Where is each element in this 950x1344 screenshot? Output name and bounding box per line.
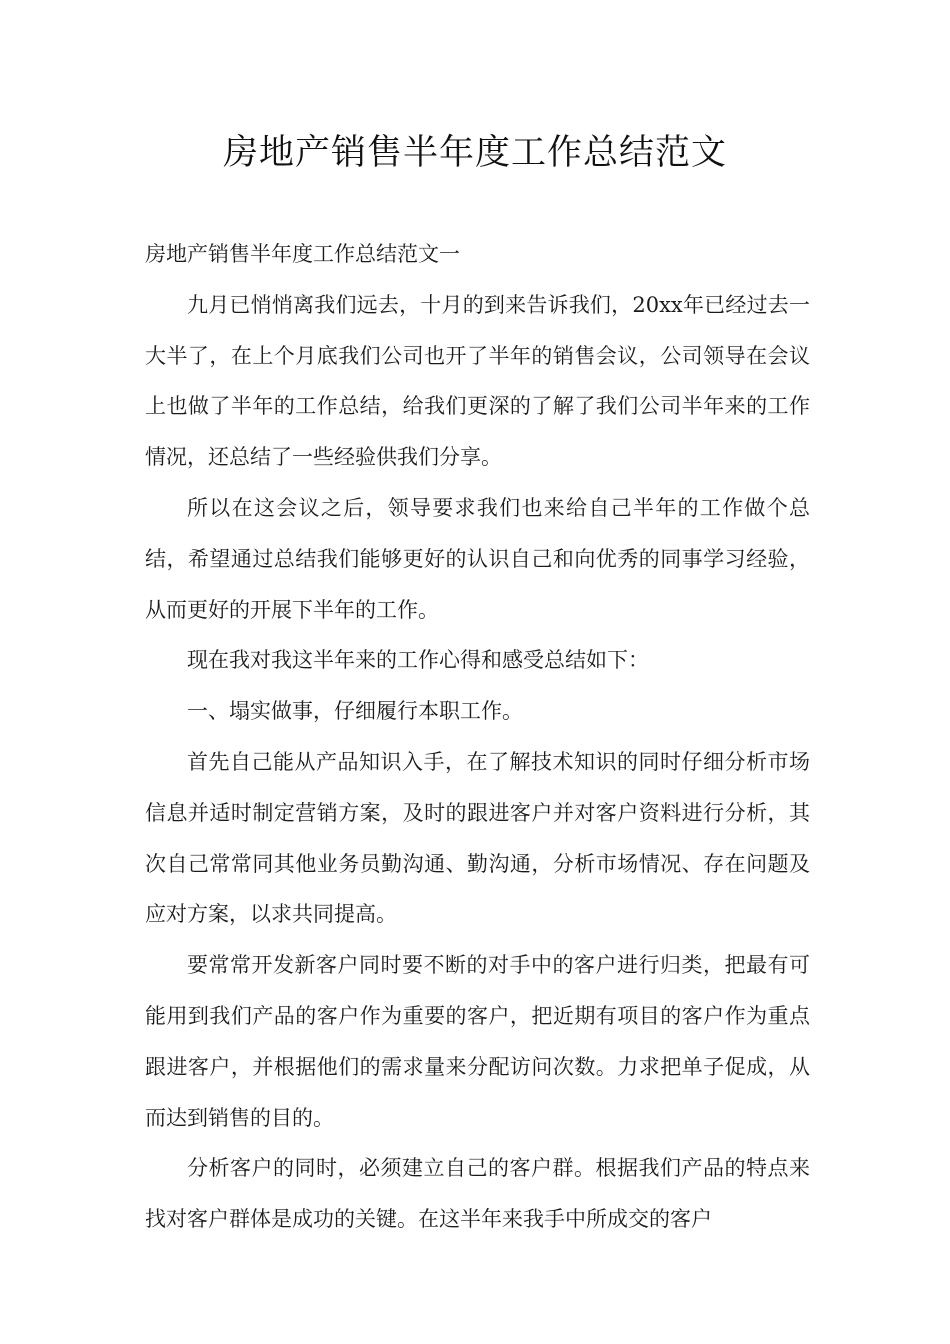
paragraph: 九月已悄悄离我们远去，十月的到来告诉我们，20xx年已经过去一大半了，在上个月底我们公司也开了半年的销售会议，公司领导在会议上也做了半年的工作总结，给我们更深的了解了我们公司半年来的工作情况，还总结了一些经验供我们分享。: [145, 292, 810, 470]
document-body: [145, 229, 810, 1245]
paragraph: 所以在这会议之后，领导要求我们也来给自己半年的工作做个总结，希望通过总结我们能够更好的认识自己和向优秀的同事学习经验，从而更好的开展下半年的工作。: [145, 495, 810, 622]
paragraph: 现在我对我这半年来的工作心得和感受总结如下：: [187, 648, 649, 673]
paragraph: 首先自己能从产品知识入手，在了解技术知识的同时仔细分析市场信息并适时制定营销方案，及时的跟进客户并对客户资料进行分析，其次自己常常同其他业务员勤沟通、勤沟通，分析市场情况、存在问题及应对方案，以求共同提高。: [145, 749, 810, 927]
document-title: 房地产销售半年度工作总结范文: [222, 133, 727, 173]
section-title: 房地产销售半年度工作总结范文一: [145, 242, 460, 266]
paragraph: 要常常开发新客户同时要不断的对手中的客户进行归类，把最有可能用到我们产品的客户作为重要的客户，把近期有项目的客户作为重点跟进客户，并根据他们的需求量来分配访问次数。力求把单子促成，从而达到销售的目的。: [145, 953, 810, 1130]
paragraph: 分析客户的同时，必须建立自己的客户群。根据我们产品的特点来找对客户群体是成功的关键。在这半年来我手中所成交的客户: [145, 1156, 810, 1232]
subheading: 一、塌实做事，仔细履行本职工作。: [187, 699, 523, 724]
